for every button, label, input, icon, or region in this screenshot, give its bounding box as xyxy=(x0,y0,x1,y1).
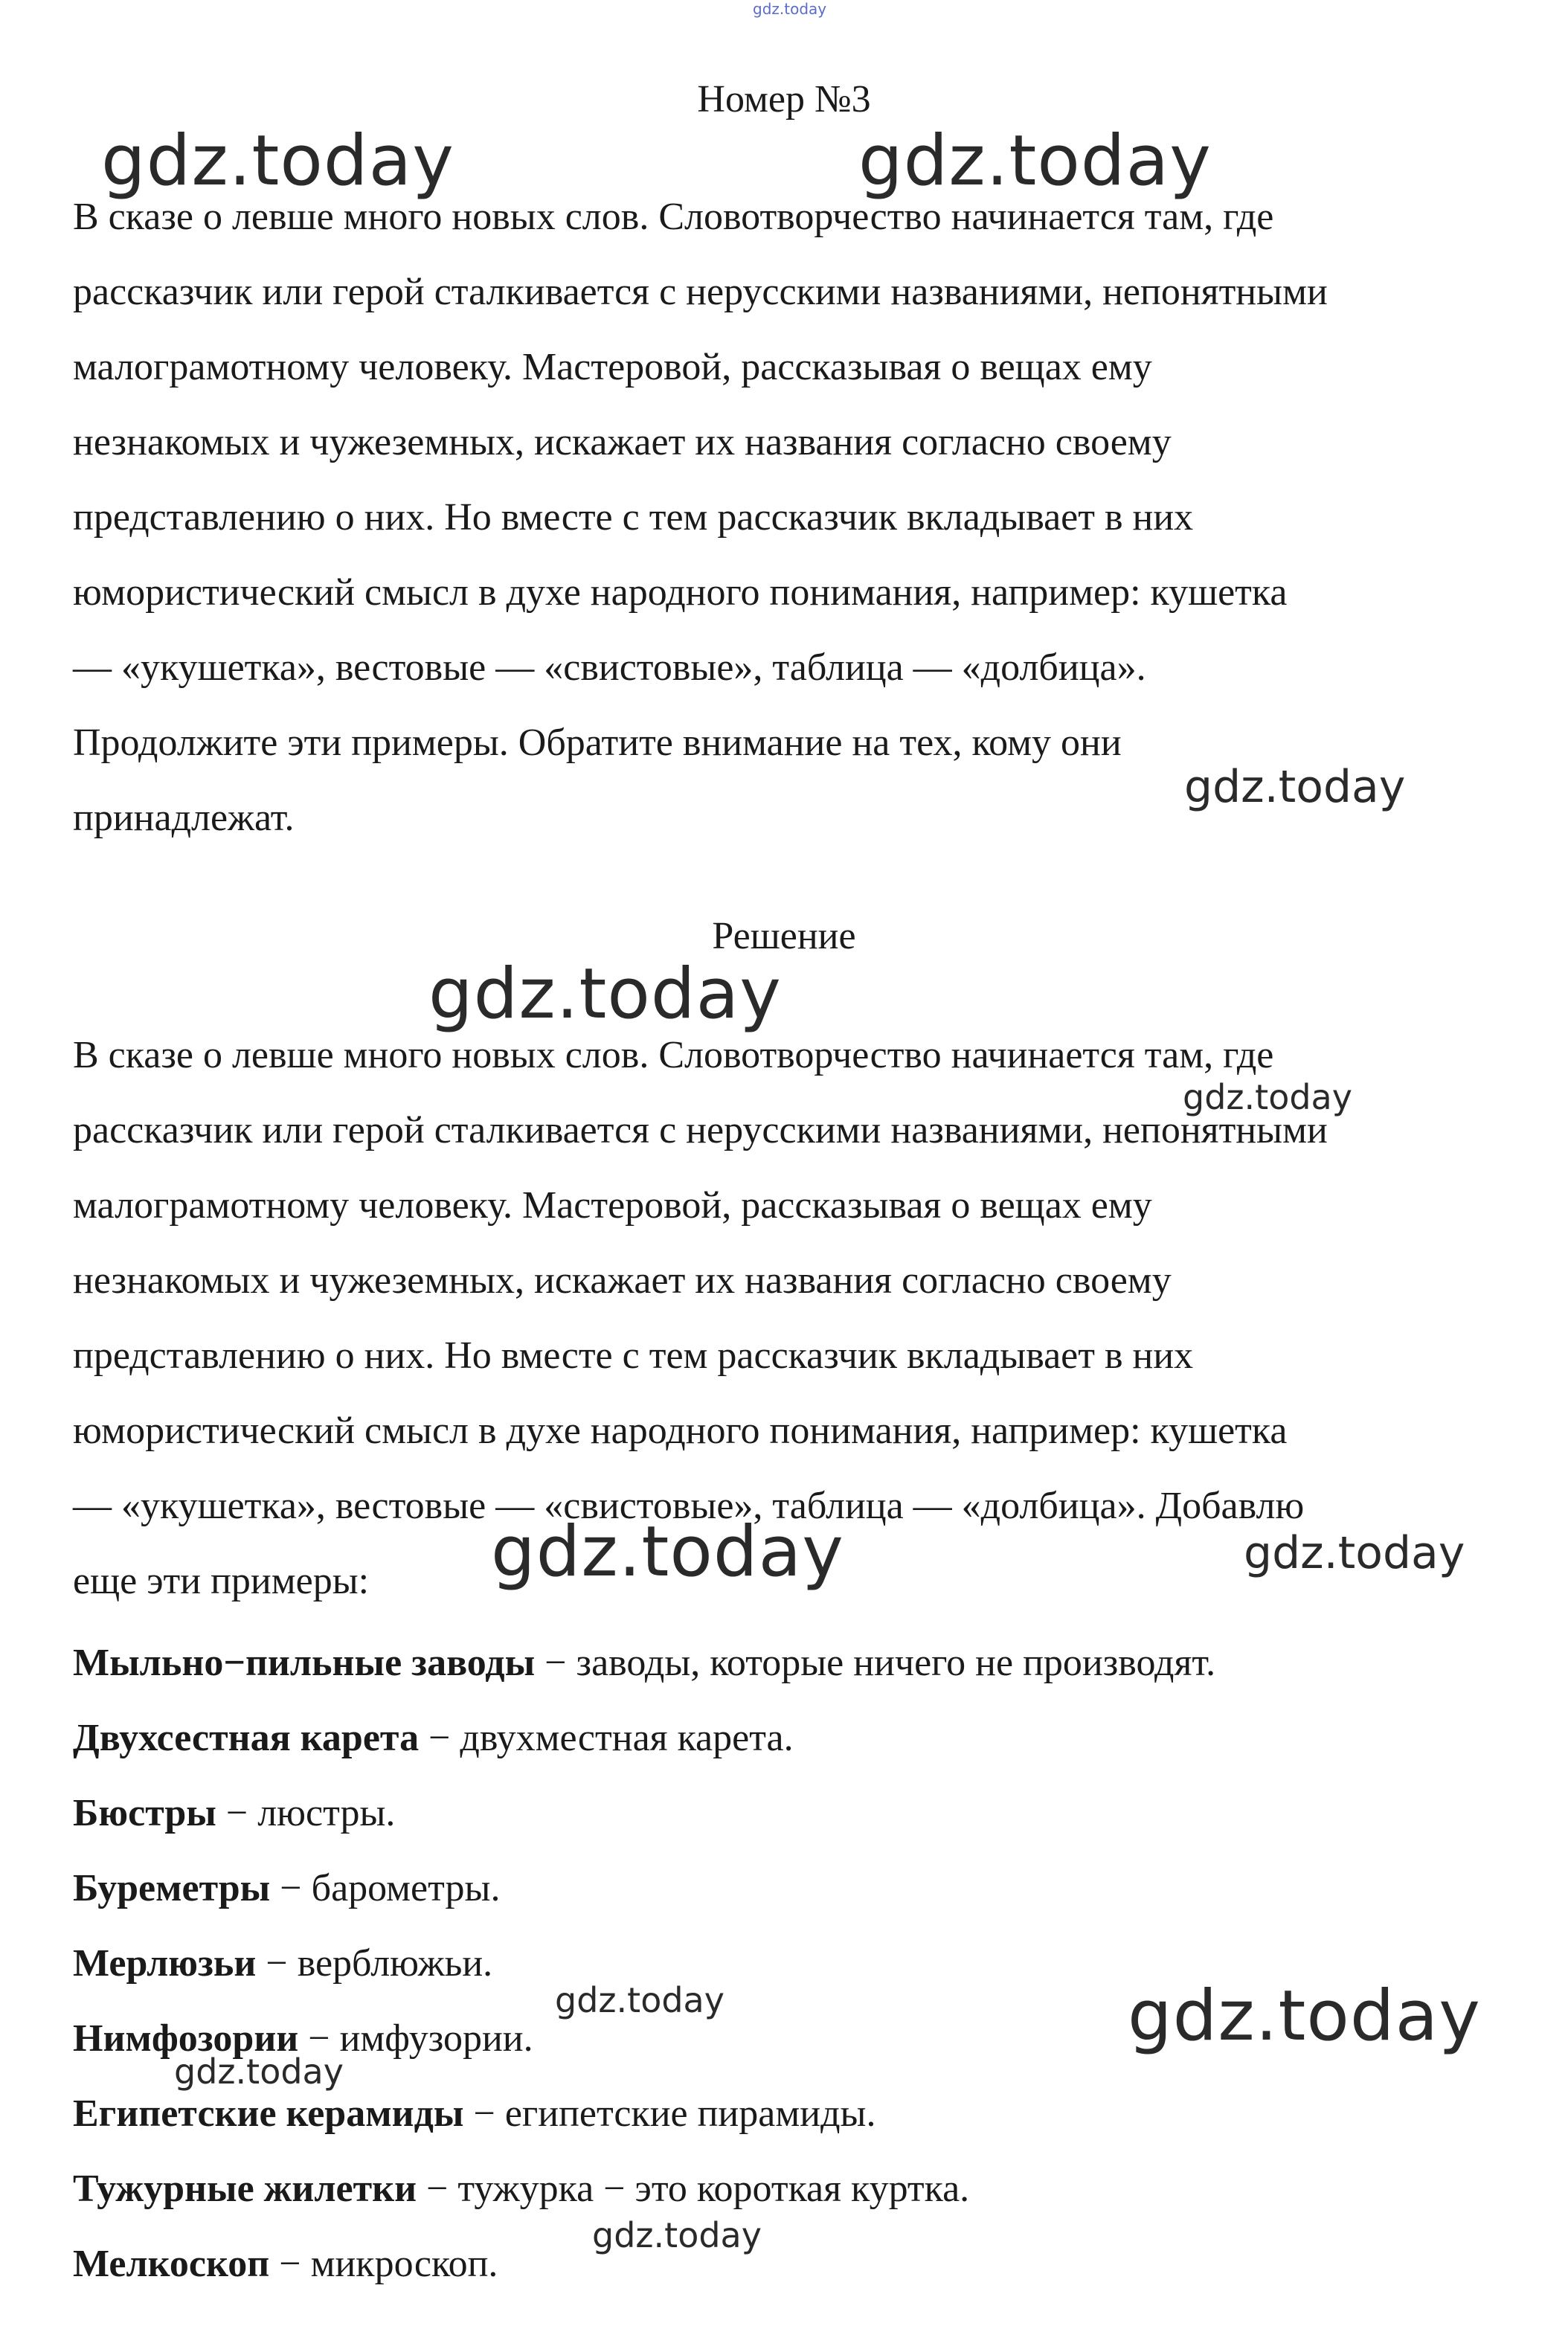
solution-line: — «укушетка», вестовые — «свистовые», таблица — «долбица». Добавлю xyxy=(73,1485,1305,1527)
term-word: Буреметры xyxy=(73,1867,271,1909)
watermark: gdz.today xyxy=(1128,1976,1481,2057)
term-item xyxy=(73,1851,1531,1926)
task-line: — «укушетка», вестовые — «свистовые», таблица — «долбица». xyxy=(73,646,1146,689)
term-word: Двухсестная карета xyxy=(73,1717,420,1759)
term-definition: − тужурка − это короткая куртка. xyxy=(417,2168,970,2210)
term-definition: − люстры. xyxy=(216,1792,396,1834)
watermark: gdz.today xyxy=(858,121,1212,202)
watermark: gdz.today xyxy=(1183,1077,1352,1117)
watermark: gdz.today xyxy=(428,954,782,1035)
watermark: gdz.today xyxy=(555,1980,724,2020)
term-word: Мерлюзьи xyxy=(73,1942,257,1985)
term-definition: − барометры. xyxy=(270,1867,501,1909)
watermark: gdz.today xyxy=(101,121,454,202)
top-watermark: gdz.today xyxy=(753,0,827,18)
solution-line: малограмотному человеку. Мастеровой, рассказывая о вещах ему xyxy=(73,1184,1152,1227)
term-word: Нимфозории xyxy=(73,2017,299,2060)
solution-line: еще эти примеры: xyxy=(73,1560,370,1602)
term-item xyxy=(73,1700,1531,1776)
solution-line: юмористический смысл в духе народного понимания, например: кушетка xyxy=(73,1410,1288,1452)
term-list xyxy=(73,1625,1531,2301)
solution-line: незнакомых и чужеземных, искажает их названия согласно своему xyxy=(73,1259,1172,1302)
solution-line: рассказчик или герой сталкивается с нерусскими названиями, непонятными xyxy=(73,1109,1328,1151)
term-definition: − верблюжьи. xyxy=(256,1942,493,1985)
task-line: незнакомых и чужеземных, искажает их названия согласно своему xyxy=(73,421,1172,463)
term-word: Египетские керамиды xyxy=(73,2092,464,2135)
term-word: Тужурные жилетки xyxy=(73,2168,417,2210)
watermark: gdz.today xyxy=(1184,761,1406,813)
task-line: малограмотному человеку. Мастеровой, рассказывая о вещах ему xyxy=(73,346,1152,388)
watermark: gdz.today xyxy=(491,1511,844,1593)
term-item xyxy=(73,1926,1531,2001)
solution-line: В сказе о левше много новых слов. Словотворчество начинается там, где xyxy=(73,1034,1274,1076)
solution-line: представлению о них. Но вместе с тем рассказчик вкладывает в них xyxy=(73,1334,1194,1377)
term-definition: − заводы, которые ничего не производят. xyxy=(535,1642,1216,1684)
task-line: представлению о них. Но вместе с тем рассказчик вкладывает в них xyxy=(73,496,1194,539)
term-word: Мыльно−пильные заводы xyxy=(73,1642,536,1684)
term-item xyxy=(73,2226,1531,2301)
term-item xyxy=(73,2001,1531,2076)
task-line: Продолжите эти примеры. Обратите внимание на тех, кому они xyxy=(73,722,1122,764)
term-item xyxy=(73,1776,1531,1851)
watermark: gdz.today xyxy=(592,2215,762,2255)
term-item xyxy=(73,2151,1531,2226)
term-definition: − имфузории. xyxy=(298,2017,533,2060)
term-definition: − двухместная карета. xyxy=(419,1717,794,1759)
term-definition: − микроскоп. xyxy=(269,2243,498,2285)
solution-paragraph xyxy=(73,1018,1531,1619)
watermark: gdz.today xyxy=(1244,1527,1465,1579)
term-item xyxy=(73,1625,1531,1700)
task-line: рассказчик или герой сталкивается с нерусскими названиями, непонятными xyxy=(73,271,1328,313)
term-word: Мелкоскоп xyxy=(73,2243,270,2285)
task-line: В сказе о левше много новых слов. Словотворчество начинается там, где xyxy=(73,196,1274,238)
solution-title: Решение xyxy=(712,915,856,957)
task-paragraph xyxy=(73,179,1531,855)
term-definition: − египетские пирамиды. xyxy=(463,2092,876,2135)
term-item xyxy=(73,2076,1531,2151)
task-line: юмористический смысл в духе народного понимания, например: кушетка xyxy=(73,571,1288,614)
task-title: Номер №3 xyxy=(697,78,871,121)
term-word: Бюстры xyxy=(73,1792,216,1834)
watermark: gdz.today xyxy=(174,2052,344,2092)
task-line: принадлежат. xyxy=(73,797,295,839)
